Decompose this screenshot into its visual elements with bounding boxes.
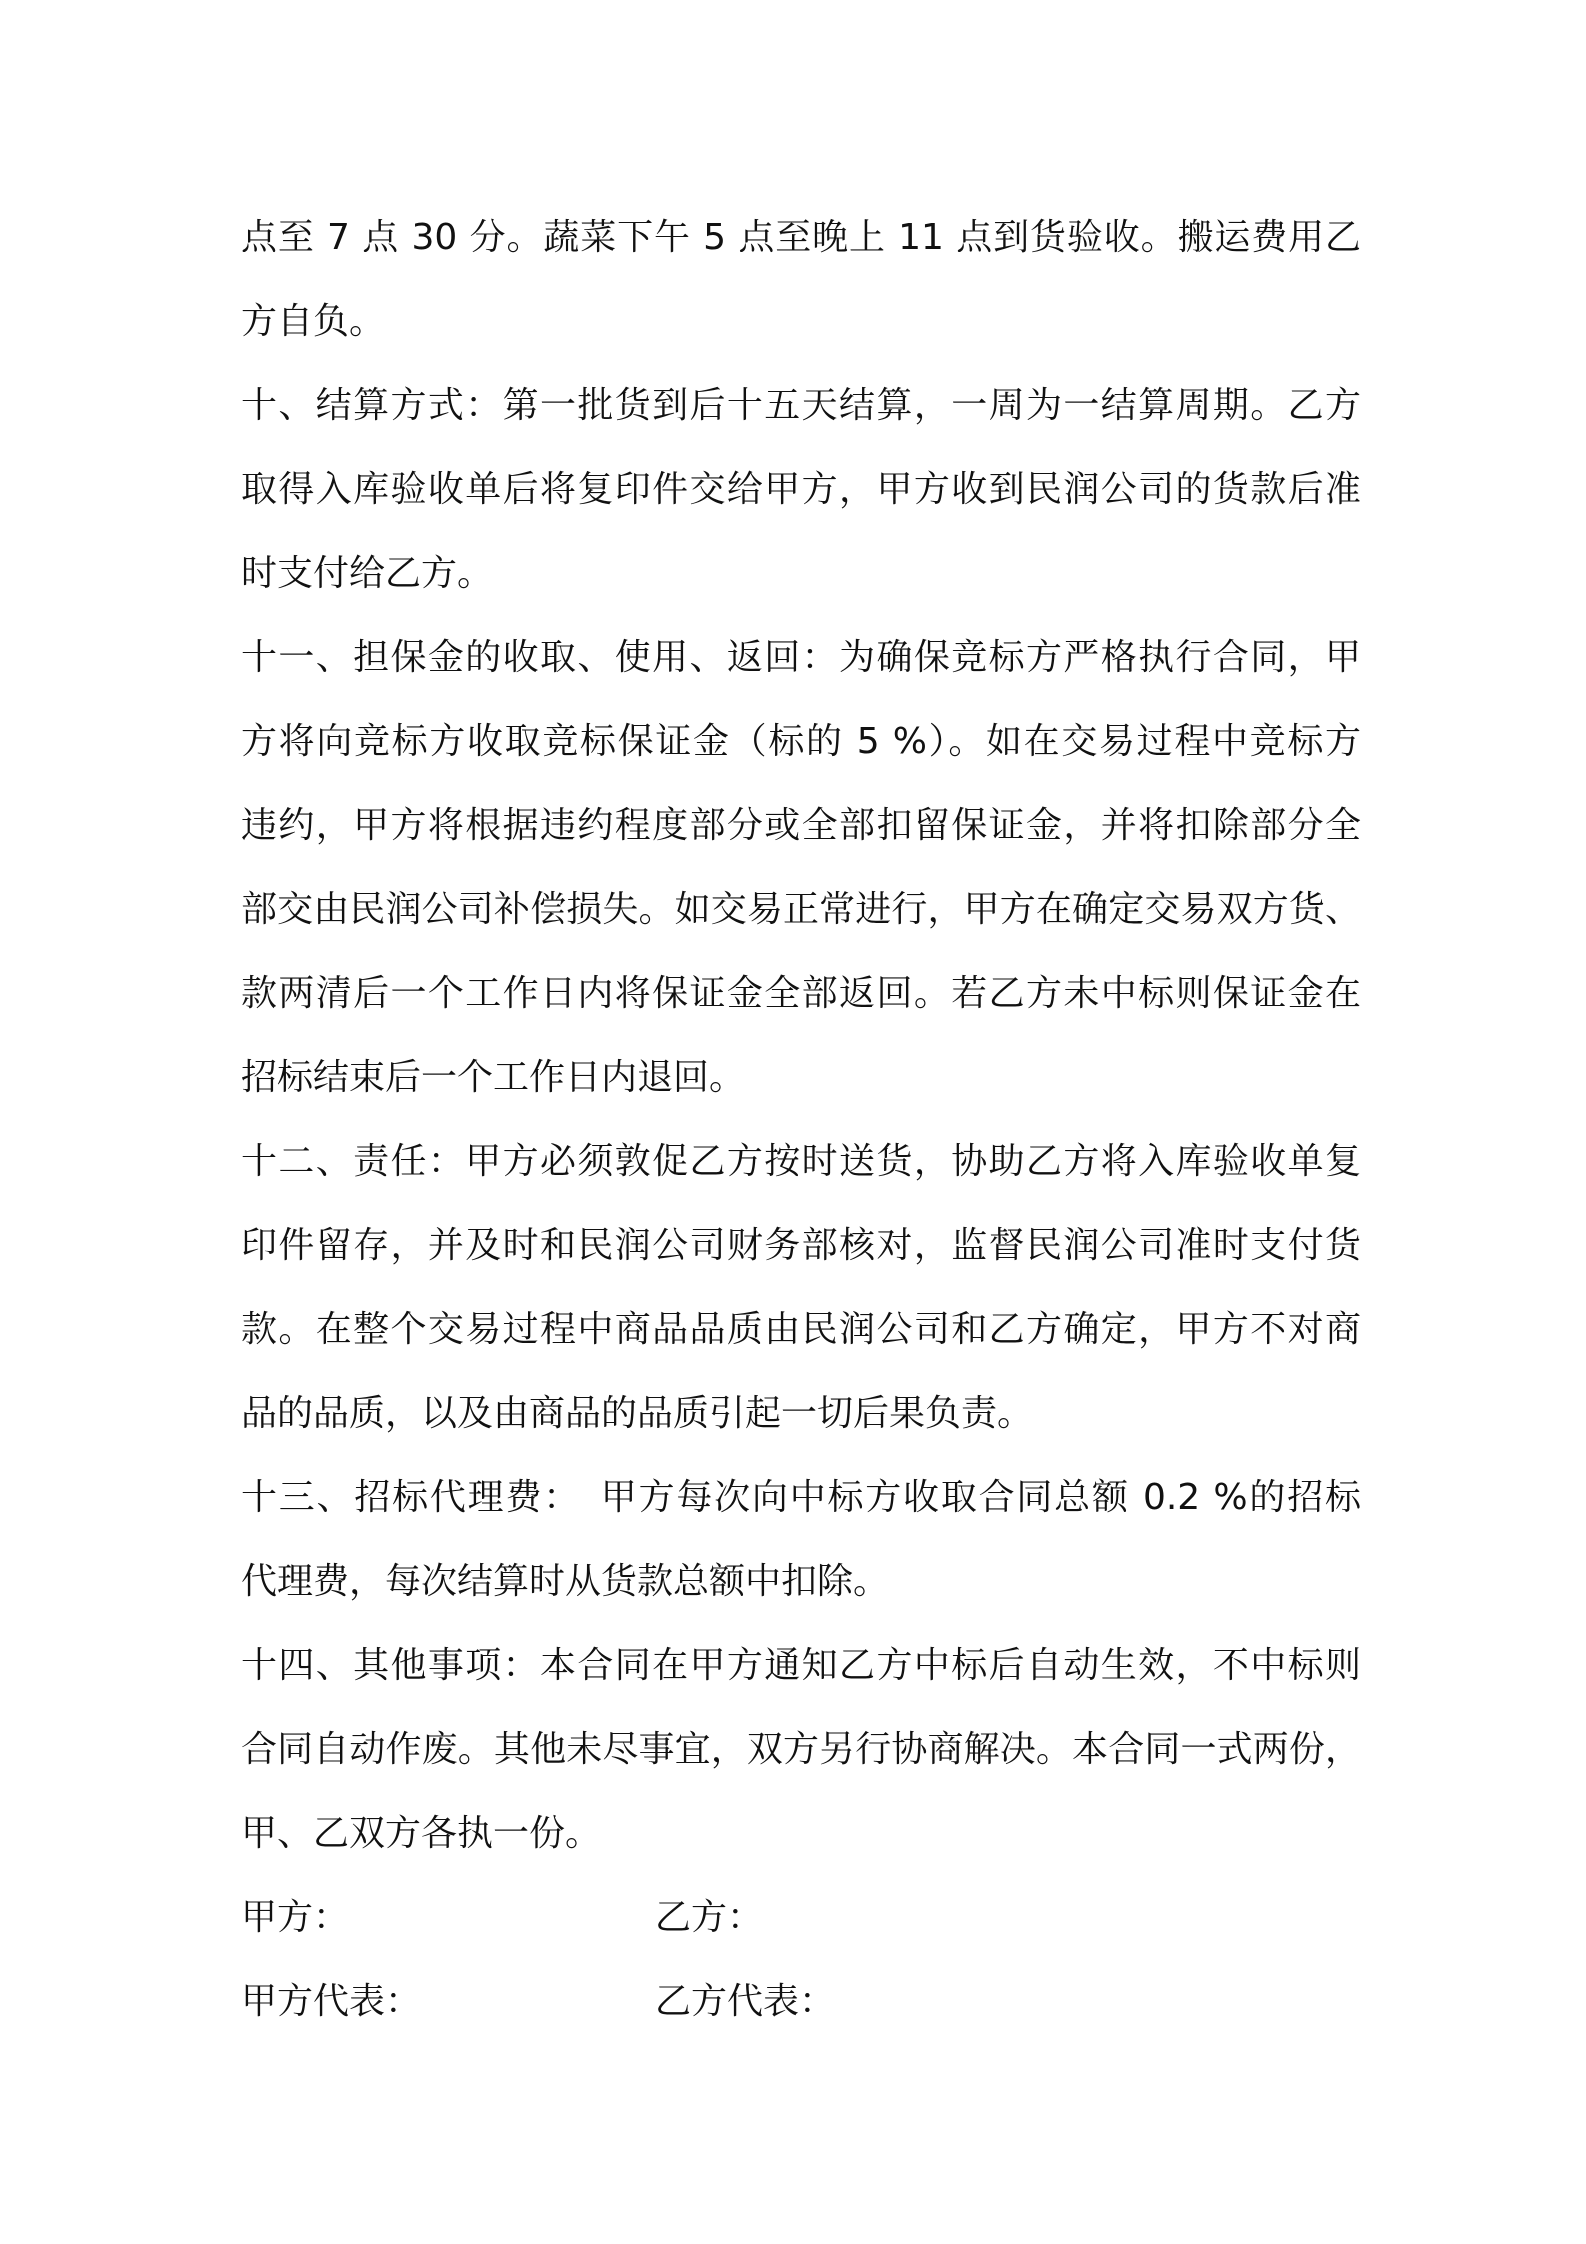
- text-line: 款。在整个交易过程中商品品质由民润公司和乙方确定，甲方不对商: [241, 1309, 1361, 1350]
- text-line: 方自负。: [241, 301, 386, 342]
- text-line: 方将向竞标方收取竞标保证金（标的 5 %）。如在交易过程中竞标方: [241, 721, 1361, 762]
- clause-10-heading-line: 十、结算方式：第一批货到后十五天结算，一周为一结算周期。乙方: [241, 385, 1361, 426]
- text-line: 点至 7 点 30 分。蔬菜下午 5 点至晚上 11 点到货验收。搬运费用乙: [241, 217, 1361, 258]
- party-a-label: 甲方：: [241, 1897, 350, 1938]
- clause-13-heading-line: 十三、招标代理费： 甲方每次向中标方收取合同总额 0.2 %的招标: [241, 1477, 1361, 1518]
- contract-body: [241, 196, 1361, 2044]
- text-line: 合同自动作废。其他未尽事宜，双方另行协商解决。本合同一式两份，: [241, 1729, 1361, 1770]
- party-a-representative-label: 甲方代表：: [241, 1981, 422, 2022]
- text-line: 甲、乙双方各执一份。: [241, 1813, 602, 1854]
- clause-14-heading-line: 十四、其他事项：本合同在甲方通知乙方中标后自动生效，不中标则: [241, 1645, 1361, 1686]
- text-line: 代理费，每次结算时从货款总额中扣除。: [241, 1561, 890, 1602]
- text-line: 款两清后一个工作日内将保证金全部返回。若乙方未中标则保证金在: [241, 973, 1361, 1014]
- text-line: 印件留存，并及时和民润公司财务部核对，监督民润公司准时支付货: [241, 1225, 1361, 1266]
- text-line: 招标结束后一个工作日内退回。: [241, 1057, 746, 1098]
- clause-12-heading-line: 十二、责任：甲方必须敦促乙方按时送货，协助乙方将入库验收单复: [241, 1141, 1361, 1182]
- signature-row-party: [241, 1876, 1361, 1960]
- contract-text-lines: [241, 196, 1361, 1876]
- party-b-representative-label: 乙方代表：: [655, 1981, 836, 2022]
- text-line: 部交由民润公司补偿损失。如交易正常进行，甲方在确定交易双方货、: [241, 889, 1361, 930]
- clause-11-heading-line: 十一、担保金的收取、使用、返回：为确保竞标方严格执行合同，甲: [241, 637, 1361, 678]
- text-line: 取得入库验收单后将复印件交给甲方，甲方收到民润公司的货款后准: [241, 469, 1361, 510]
- text-line: 违约，甲方将根据违约程度部分或全部扣留保证金，并将扣除部分全: [241, 805, 1361, 846]
- text-line: 品的品质，以及由商品的品质引起一切后果负责。: [241, 1393, 1034, 1434]
- signature-row-representative: [241, 1960, 1361, 2044]
- text-line: 时支付给乙方。: [241, 553, 494, 594]
- party-b-label: 乙方：: [655, 1897, 764, 1938]
